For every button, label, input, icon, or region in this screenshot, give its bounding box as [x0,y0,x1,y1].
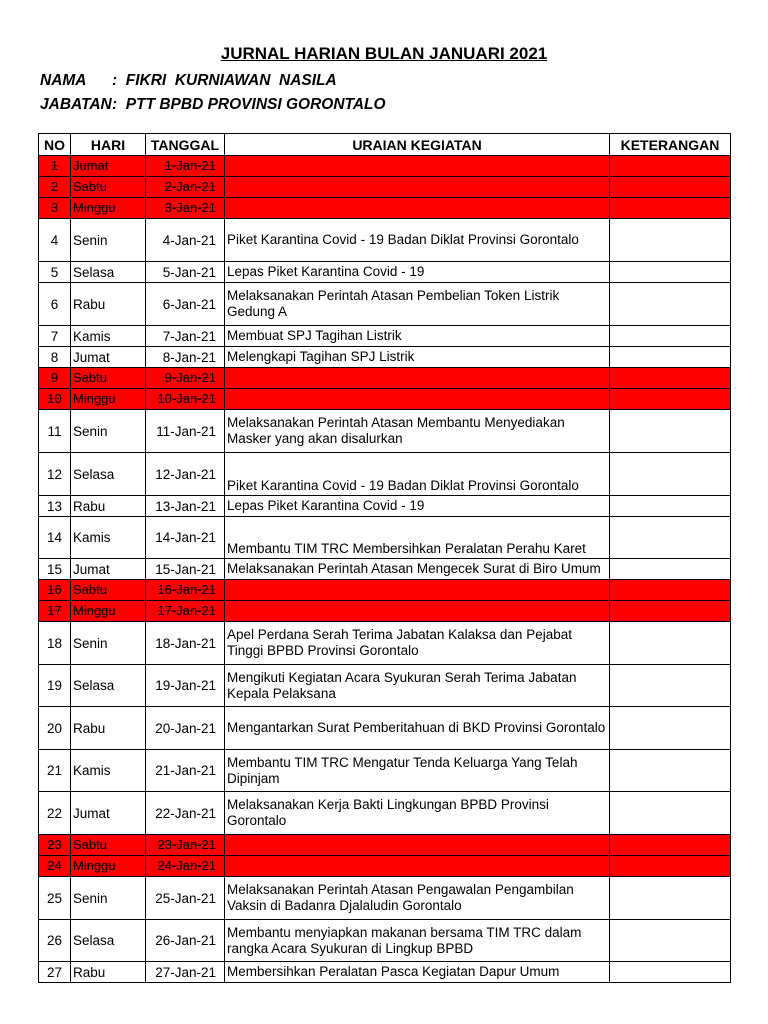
row-keterangan [610,835,731,856]
table-row [39,962,731,983]
row-no: 27 [39,962,71,983]
row-tanggal: 5-Jan-21 [146,262,225,283]
table-row [39,389,731,410]
row-uraian: Lepas Piket Karantina Covid - 19 [225,496,610,517]
row-no: 11 [39,410,71,453]
table-row [39,326,731,347]
table-row [39,262,731,283]
row-hari: Selasa [71,262,146,283]
table-row [39,835,731,856]
row-keterangan [610,453,731,496]
row-keterangan [610,496,731,517]
row-tanggal: 21-Jan-21 [146,750,225,792]
row-no: 2 [39,177,71,198]
row-hari: Kamis [71,750,146,792]
row-no: 18 [39,622,71,665]
table-row [39,177,731,198]
row-no: 22 [39,792,71,835]
row-hari: Sabtu [71,368,146,389]
row-no: 6 [39,283,71,326]
row-hari: Selasa [71,665,146,707]
nama-label: NAMA [40,72,87,89]
row-no: 17 [39,601,71,622]
row-keterangan [610,856,731,877]
row-hari: Senin [71,410,146,453]
table-row [39,877,731,920]
row-uraian: Membantu menyiapkan makanan bersama TIM TRC dalam rangka Acara Syukuran di Lingkup BPBD [225,920,610,962]
row-no: 25 [39,877,71,920]
row-uraian: Piket Karantina Covid - 19 Badan Diklat Provinsi Gorontalo [225,219,610,262]
row-keterangan [610,410,731,453]
table-row [39,559,731,580]
row-keterangan [610,198,731,219]
row-no: 1 [39,156,71,177]
row-uraian: Membersihkan Peralatan Pasca Kegiatan Dapur Umum [225,962,610,983]
row-uraian: Piket Karantina Covid - 19 Badan Diklat Provinsi Gorontalo [225,453,610,496]
row-no: 24 [39,856,71,877]
row-no: 20 [39,707,71,750]
row-uraian: Membuat SPJ Tagihan Listrik [225,326,610,347]
row-no: 23 [39,835,71,856]
row-no: 14 [39,517,71,559]
row-hari: Selasa [71,453,146,496]
row-no: 19 [39,665,71,707]
row-keterangan [610,517,731,559]
row-hari: Minggu [71,198,146,219]
table-row [39,156,731,177]
header-hari: HARI [71,134,146,156]
row-keterangan [610,177,731,198]
row-tanggal: 11-Jan-21 [146,410,225,453]
row-keterangan [610,792,731,835]
row-tanggal: 6-Jan-21 [146,283,225,326]
row-tanggal: 13-Jan-21 [146,496,225,517]
row-hari: Jumat [71,156,146,177]
row-hari: Rabu [71,283,146,326]
row-keterangan [610,283,731,326]
row-hari: Kamis [71,517,146,559]
table-row [39,750,731,792]
row-tanggal: 27-Jan-21 [146,962,225,983]
row-uraian [225,156,610,177]
row-uraian: Melaksanakan Perintah Atasan Membantu Menyediakan Masker yang akan disalurkan [225,410,610,453]
row-keterangan [610,559,731,580]
row-tanggal: 2-Jan-21 [146,177,225,198]
row-hari: Rabu [71,707,146,750]
row-no: 4 [39,219,71,262]
row-keterangan [610,707,731,750]
row-tanggal: 18-Jan-21 [146,622,225,665]
row-keterangan [610,326,731,347]
row-uraian [225,198,610,219]
row-uraian: Lepas Piket Karantina Covid - 19 [225,262,610,283]
table-body [39,156,731,983]
header-uraian: URAIAN KEGIATAN [225,134,610,156]
table-row [39,219,731,262]
table-row [39,496,731,517]
row-uraian [225,835,610,856]
table-row [39,453,731,496]
row-no: 26 [39,920,71,962]
row-hari: Kamis [71,326,146,347]
row-hari: Sabtu [71,177,146,198]
row-tanggal: 17-Jan-21 [146,601,225,622]
row-uraian: Melaksanakan Perintah Atasan Pengawalan Pengambilan Vaksin di Badanra Djalaludin Gorontalo [225,877,610,920]
row-no: 13 [39,496,71,517]
table-row [39,517,731,559]
row-uraian: Melengkapi Tagihan SPJ Listrik [225,347,610,368]
row-uraian: Membantu TIM TRC Membersihkan Peralatan Perahu Karet [225,517,610,559]
row-tanggal: 24-Jan-21 [146,856,225,877]
row-uraian: Melaksanakan Kerja Bakti Lingkungan BPBD Provinsi Gorontalo [225,792,610,835]
row-tanggal: 25-Jan-21 [146,877,225,920]
row-tanggal: 19-Jan-21 [146,665,225,707]
row-tanggal: 10-Jan-21 [146,389,225,410]
row-no: 21 [39,750,71,792]
table-row [39,792,731,835]
row-uraian [225,601,610,622]
row-hari: Senin [71,622,146,665]
table-row [39,198,731,219]
row-hari: Senin [71,219,146,262]
row-uraian [225,580,610,601]
row-hari: Jumat [71,792,146,835]
row-keterangan [610,580,731,601]
table-row [39,920,731,962]
row-tanggal: 12-Jan-21 [146,453,225,496]
row-keterangan [610,601,731,622]
row-uraian [225,856,610,877]
row-keterangan [610,877,731,920]
nama-line [40,72,337,90]
row-keterangan [610,262,731,283]
row-tanggal: 16-Jan-21 [146,580,225,601]
table-header-row [39,134,731,156]
row-uraian [225,389,610,410]
table-row [39,368,731,389]
row-no: 12 [39,453,71,496]
row-keterangan [610,389,731,410]
row-keterangan [610,962,731,983]
row-uraian: Melaksanakan Perintah Atasan Pembelian Token Listrik Gedung A [225,283,610,326]
journal-table [38,133,731,983]
row-hari: Minggu [71,601,146,622]
row-hari: Minggu [71,856,146,877]
table-row [39,347,731,368]
row-hari: Minggu [71,389,146,410]
row-hari: Rabu [71,496,146,517]
header-no: NO [39,134,71,156]
row-tanggal: 20-Jan-21 [146,707,225,750]
row-tanggal: 7-Jan-21 [146,326,225,347]
table-row [39,856,731,877]
row-keterangan [610,347,731,368]
row-tanggal: 1-Jan-21 [146,156,225,177]
row-keterangan [610,750,731,792]
nama-value: : FIKRI KURNIAWAN NASILA [112,72,337,89]
row-tanggal: 22-Jan-21 [146,792,225,835]
header-tanggal: TANGGAL [146,134,225,156]
jabatan-line [40,96,386,114]
row-no: 5 [39,262,71,283]
row-uraian: Membantu TIM TRC Mengatur Tenda Keluarga Yang Telah Dipinjam [225,750,610,792]
table-row [39,410,731,453]
row-uraian [225,177,610,198]
row-no: 9 [39,368,71,389]
header-keterangan: KETERANGAN [610,134,731,156]
table-row [39,283,731,326]
row-uraian [225,368,610,389]
row-hari: Senin [71,877,146,920]
row-hari: Sabtu [71,835,146,856]
row-hari: Selasa [71,920,146,962]
table-row [39,580,731,601]
row-hari: Rabu [71,962,146,983]
row-uraian: Mengantarkan Surat Pemberitahuan di BKD Provinsi Gorontalo [225,707,610,750]
row-no: 8 [39,347,71,368]
row-no: 10 [39,389,71,410]
table-row [39,622,731,665]
row-uraian: Apel Perdana Serah Terima Jabatan Kalaksa dan Pejabat Tinggi BPBD Provinsi Gorontalo [225,622,610,665]
row-tanggal: 26-Jan-21 [146,920,225,962]
row-hari: Sabtu [71,580,146,601]
row-keterangan [610,219,731,262]
jabatan-value: : PTT BPBD PROVINSI GORONTALO [112,96,386,113]
row-hari: Jumat [71,347,146,368]
row-uraian: Mengikuti Kegiatan Acara Syukuran Serah Terima Jabatan Kepala Pelaksana [225,665,610,707]
row-hari: Jumat [71,559,146,580]
row-tanggal: 3-Jan-21 [146,198,225,219]
row-tanggal: 23-Jan-21 [146,835,225,856]
row-keterangan [610,920,731,962]
row-no: 16 [39,580,71,601]
row-keterangan [610,156,731,177]
row-uraian: Melaksanakan Perintah Atasan Mengecek Surat di Biro Umum [225,559,610,580]
jabatan-label: JABATAN [40,96,112,113]
row-tanggal: 14-Jan-21 [146,517,225,559]
table-row [39,707,731,750]
row-no: 15 [39,559,71,580]
document-title: JURNAL HARIAN BULAN JANUARI 2021 [220,44,548,63]
row-tanggal: 9-Jan-21 [146,368,225,389]
row-no: 7 [39,326,71,347]
row-keterangan [610,665,731,707]
table-row [39,665,731,707]
row-tanggal: 4-Jan-21 [146,219,225,262]
row-keterangan [610,622,731,665]
table-row [39,601,731,622]
row-no: 3 [39,198,71,219]
row-keterangan [610,368,731,389]
row-tanggal: 15-Jan-21 [146,559,225,580]
row-tanggal: 8-Jan-21 [146,347,225,368]
